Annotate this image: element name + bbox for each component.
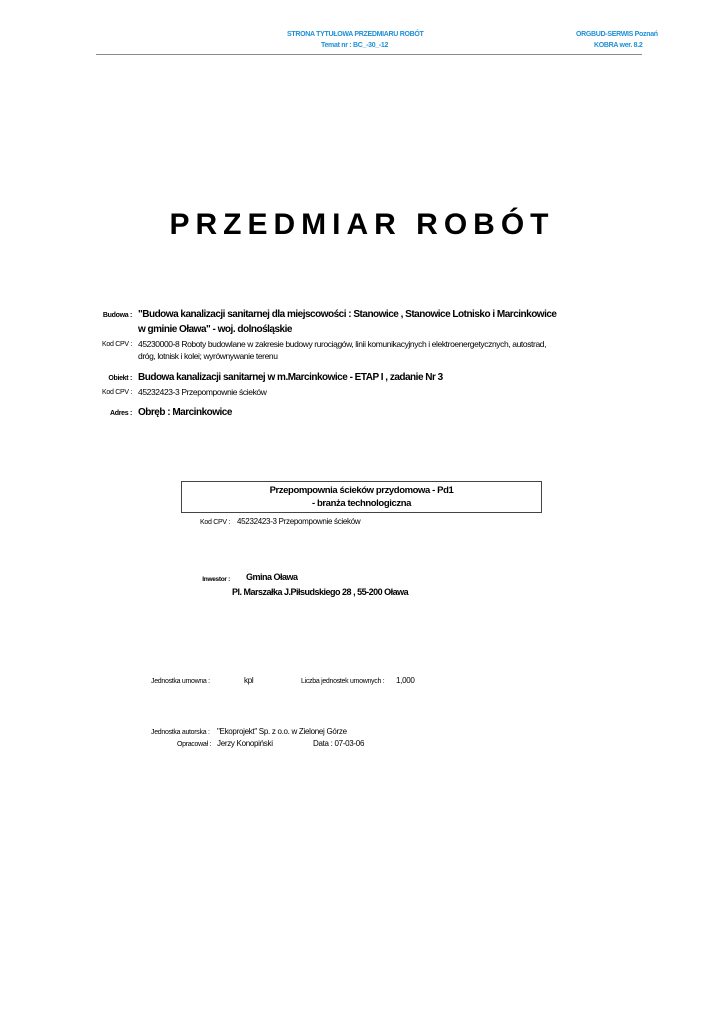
header-topic-number: Temat nr : BC_-30_-12 [321, 42, 389, 49]
header-divider [96, 54, 642, 55]
obiekt-cpv-value: 45232423-3 Przepompownie ścieków [138, 387, 267, 397]
inwestor-label: Inwestor : [202, 576, 230, 583]
budowa-label: Budowa : [102, 312, 132, 319]
author-unit-value: "Ekoprojekt" Sp. z o.o. w Zielonej Górze [217, 727, 347, 736]
obiekt-value: Budowa kanalizacji sanitarnej w m.Marcinkowice - ETAP I , zadanie Nr 3 [138, 372, 443, 383]
prepared-by-value: Jerzy Konopiński [217, 739, 273, 748]
unit-count-label: Liczba jednostek umownych : [301, 678, 385, 685]
budowa-cpv-label: Kod CPV : [102, 341, 132, 348]
author-unit-label: Jednostka autorska : [151, 729, 210, 736]
budowa-value-line1: "Budowa kanalizacji sanitarnej dla miejscowości : Stanowice , Stanowice Lotnisko i Marcinkowice [138, 309, 557, 320]
box-cpv-value: 45232423-3 Przepompownie ścieków [237, 517, 361, 526]
inwestor-address: Pl. Marszałka J.Piłsudskiego 28 , 55-200 Oława [232, 587, 409, 597]
budowa-cpv-line2: dróg, lotnisk i kolei; wyrównywanie terenu [138, 351, 278, 361]
obiekt-cpv-label: Kod CPV : [102, 389, 132, 396]
unit-value: kpl [244, 676, 254, 685]
scope-box-line1: Przepompownia ścieków przydomowa - Pd1 [269, 485, 454, 496]
budowa-cpv-line1: 45230000-8 Roboty budowlane w zakresie budowy rurociągów, linii komunikacyjnych i elektroenergetycznych, autostrad, [138, 339, 547, 349]
inwestor-name: Gmina Oława [246, 572, 298, 582]
date-value: Data : 07-03-06 [313, 739, 365, 748]
scope-box-line2: - branża technologiczna [311, 498, 411, 509]
header-document-title: STRONA TYTUŁOWA PRZEDMIARU ROBÓT [287, 31, 424, 38]
budowa-value-line2: w gminie Oława" - woj. dolnośląskie [138, 324, 292, 335]
unit-count-value: 1,000 [396, 676, 415, 685]
header-software-version: KOBRA wer. 8.2 [594, 42, 643, 49]
box-cpv-label: Kod CPV : [200, 519, 230, 526]
unit-label: Jednostka umowna : [151, 678, 210, 685]
obiekt-label: Obiekt : [108, 375, 132, 382]
scope-box [181, 481, 542, 513]
adres-label: Adres : [109, 410, 132, 417]
prepared-by-label: Opracował : [176, 741, 211, 748]
adres-value: Obręb : Marcinkowice [138, 407, 232, 418]
header-company: ORGBUD-SERWIS Poznań [576, 31, 658, 38]
page-title: PRZEDMIAR ROBÓT [169, 208, 555, 241]
